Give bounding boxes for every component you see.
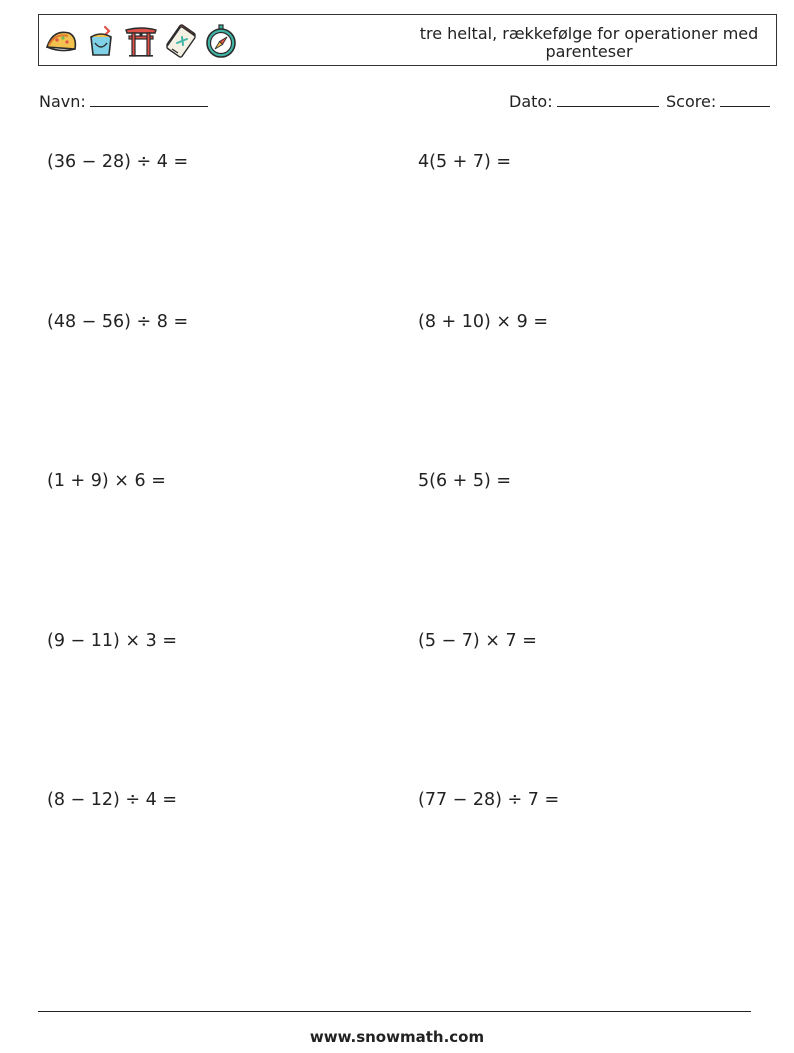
date-field <box>509 92 659 111</box>
date-label: Dato: <box>509 92 553 111</box>
taco-icon <box>43 23 79 59</box>
flight-ticket-icon <box>163 23 199 59</box>
footer-divider <box>38 1011 751 1012</box>
problem-6: 5(6 + 5) = <box>418 471 512 491</box>
sand-bucket-icon <box>83 23 119 59</box>
score-blank <box>720 92 770 107</box>
header-icons <box>43 21 239 61</box>
compass-icon <box>203 23 239 59</box>
worksheet-title: tre heltal, rækkefølge for operationer med parenteser <box>419 24 759 61</box>
torii-gate-icon <box>123 23 159 59</box>
score-label: Score: <box>666 92 717 111</box>
problem-8: (5 − 7) × 7 = <box>418 631 537 651</box>
problem-7: (9 − 11) × 3 = <box>47 631 177 651</box>
name-label: Navn: <box>39 92 86 111</box>
problem-2: 4(5 + 7) = <box>418 152 512 172</box>
score-field <box>666 92 770 111</box>
footer-site: www.snowmath.com <box>309 1028 485 1046</box>
name-blank <box>90 92 208 107</box>
problem-10: (77 − 28) ÷ 7 = <box>418 790 560 810</box>
worksheet-header <box>38 14 777 66</box>
date-blank <box>557 92 659 107</box>
problem-4: (8 + 10) × 9 = <box>418 312 548 332</box>
problem-3: (48 − 56) ÷ 8 = <box>47 312 189 332</box>
problem-5: (1 + 9) × 6 = <box>47 471 166 491</box>
name-field <box>39 92 208 111</box>
problem-1: (36 − 28) ÷ 4 = <box>47 152 189 172</box>
problem-9: (8 − 12) ÷ 4 = <box>47 790 177 810</box>
